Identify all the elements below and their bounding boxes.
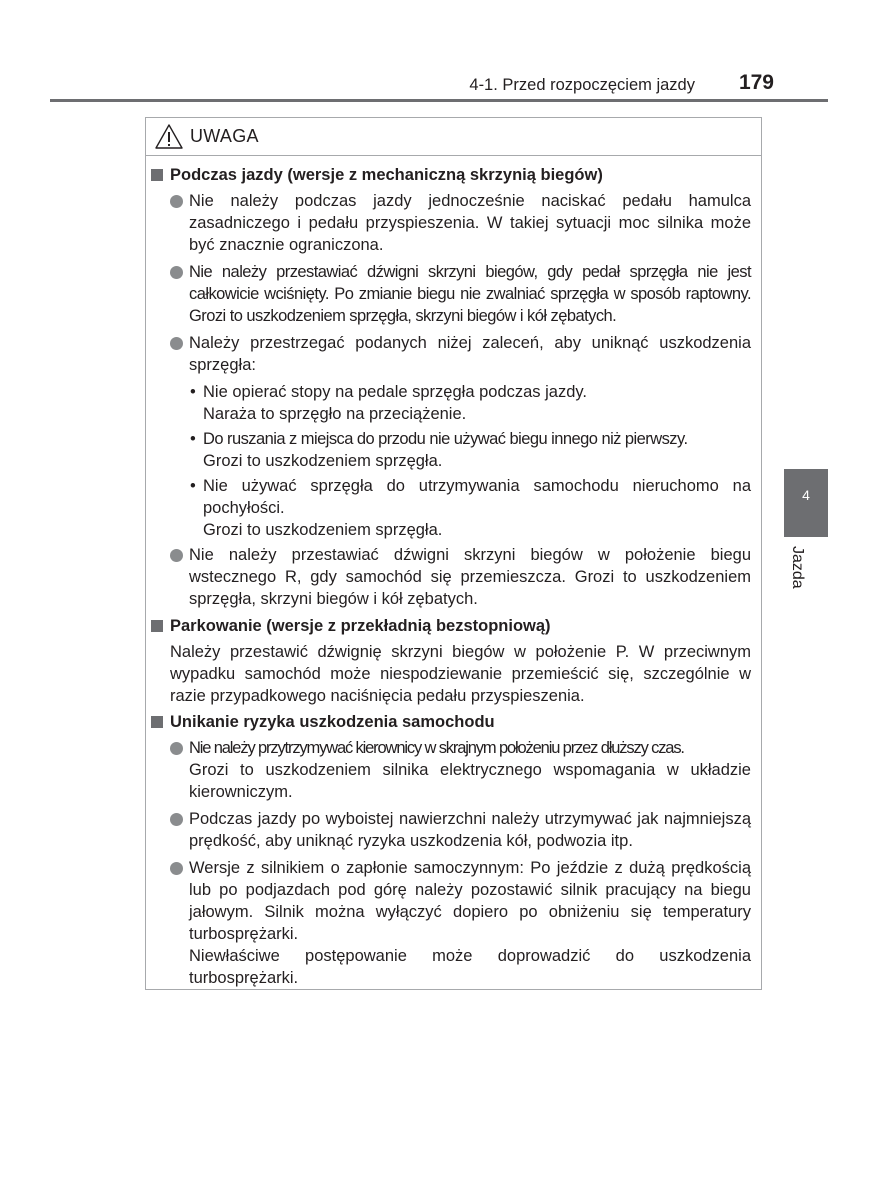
circle-bullet-icon [170, 195, 183, 208]
chapter-number: 4 [802, 487, 810, 503]
warning-triangle-icon [154, 123, 184, 151]
section-heading-text: Podczas jazdy (wersje z mechaniczną skrzynią biegów) [170, 166, 603, 184]
page-header [50, 70, 828, 102]
section-title: 4-1. Przed rozpoczęciem jazdy [469, 76, 695, 94]
list-item [151, 544, 751, 610]
list-item-text: Nie należy przestawiać dźwigni skrzyni biegów w położenie biegu wstecznego R, gdy samochód się przemieszcza. Grozi to uszkodzeniem sprzęgła, skrzyni biegów i kół zębatych. [189, 546, 751, 608]
chapter-label: Jazda [789, 546, 806, 589]
list-item-continuation: Grozi to uszkodzeniem silnika elektrycznego wspomagania w układzie kierowniczym. [189, 761, 751, 801]
list-item-text: Nie należy podczas jazdy jednocześnie naciskać pedału hamulca zasadniczego i pedału przyspieszenia. W takiej sytuacji moc silnika może być znacznie ograniczona. [189, 192, 751, 254]
list-item-text: Nie należy przytrzymywać kierownicy w skrajnym położeniu przez dłuższy czas. [189, 739, 684, 757]
list-item [151, 857, 751, 989]
section-heading-text: Unikanie ryzyka uszkodzenia samochodu [170, 713, 495, 731]
list-item [151, 808, 751, 852]
sub-list-item: • Nie używać sprzęgła do utrzymywania samochodu nieruchomo na pochyłości. Grozi to uszkodzeniem sprzęgła. [190, 477, 751, 539]
section-paragraph: Należy przestawić dźwignię skrzyni biegów w położenie P. W przeciwnym wypadku samochód może niespodziewanie przemieścić się, szczególnie w razie przypadkowego naciśnięcia pedału przyspieszenia. [170, 643, 751, 705]
list-item [151, 261, 751, 327]
section-heading [151, 164, 751, 186]
sub-list-item-note: Naraża to sprzęgło na przeciążenie. [203, 405, 467, 423]
list-item [151, 737, 751, 803]
circle-bullet-icon [170, 337, 183, 350]
circle-bullet-icon [170, 549, 183, 562]
page-number: 179 [738, 71, 774, 94]
section-heading-text: Parkowanie (wersje z przekładnią bezstopniową) [170, 617, 551, 635]
list-item-text: Podczas jazdy po wyboistej nawierzchni należy utrzymywać jak najmniejszą prędkość, aby uniknąć ryzyka uszkodzenia kół, podwozia itp. [189, 810, 751, 850]
section-heading [151, 711, 751, 733]
square-bullet-icon [151, 169, 163, 181]
sub-list-item-text: Nie opierać stopy na pedale sprzęgła podczas jazdy. [203, 383, 588, 401]
sub-list-item: • Nie opierać stopy na pedale sprzęgła podczas jazdy. Naraża to sprzęgło na przeciążenie. [151, 381, 751, 425]
circle-bullet-icon [170, 266, 183, 279]
list-item-text: Nie należy przestawiać dźwigni skrzyni biegów, gdy pedał sprzęgła nie jest całkowicie wciśnięty. Po zmianie biegu nie zwalniać sprzęgła w sposób raptowny. Grozi to uszkodzeniem sprzęgła, skrzyni biegów i kół zębatych. [189, 263, 751, 325]
list-item [151, 332, 751, 376]
sub-list-item-note: Grozi to uszkodzeniem sprzęgła. [203, 452, 443, 470]
warning-box [145, 117, 762, 990]
list-item-text: Wersje z silnikiem o zapłonie samoczynnym: Po jeździe z dużą prędkością lub po podjazdach pod górę należy pozostawić silnik pracujący na biegu jałowym. Silnik można wyłączyć dopiero po obniżeniu się temperatury turbosprężarki. [189, 859, 751, 943]
chapter-tab [784, 469, 828, 537]
list-item-text: Należy przestrzegać podanych niżej zaleceń, aby uniknąć uszkodzenia sprzęgła: [189, 334, 751, 374]
warning-title: UWAGA [190, 126, 259, 146]
circle-bullet-icon [170, 742, 183, 755]
sub-list-item: • Do ruszania z miejsca do przodu nie używać biegu innego niż pierwszy. Grozi to uszkodzeniem sprzęgła. [151, 428, 751, 472]
sub-list-item-text: Do ruszania z miejsca do przodu nie używać biegu innego niż pierwszy. [203, 430, 688, 448]
warning-title-bar [146, 118, 761, 156]
circle-bullet-icon [170, 813, 183, 826]
list-item-note: Niewłaściwe postępowanie może doprowadzić do uszkodzenia turbosprężarki. [189, 947, 751, 987]
section-heading [151, 615, 751, 637]
square-bullet-icon [151, 620, 163, 632]
sub-list-item-note: Grozi to uszkodzeniem sprzęgła. [203, 521, 443, 539]
list-item [151, 190, 751, 256]
sub-list-item-text: Nie używać sprzęgła do utrzymywania samochodu nieruchomo na pochyłości. [203, 477, 751, 517]
warning-content [151, 164, 751, 994]
circle-bullet-icon [170, 862, 183, 875]
square-bullet-icon [151, 716, 163, 728]
